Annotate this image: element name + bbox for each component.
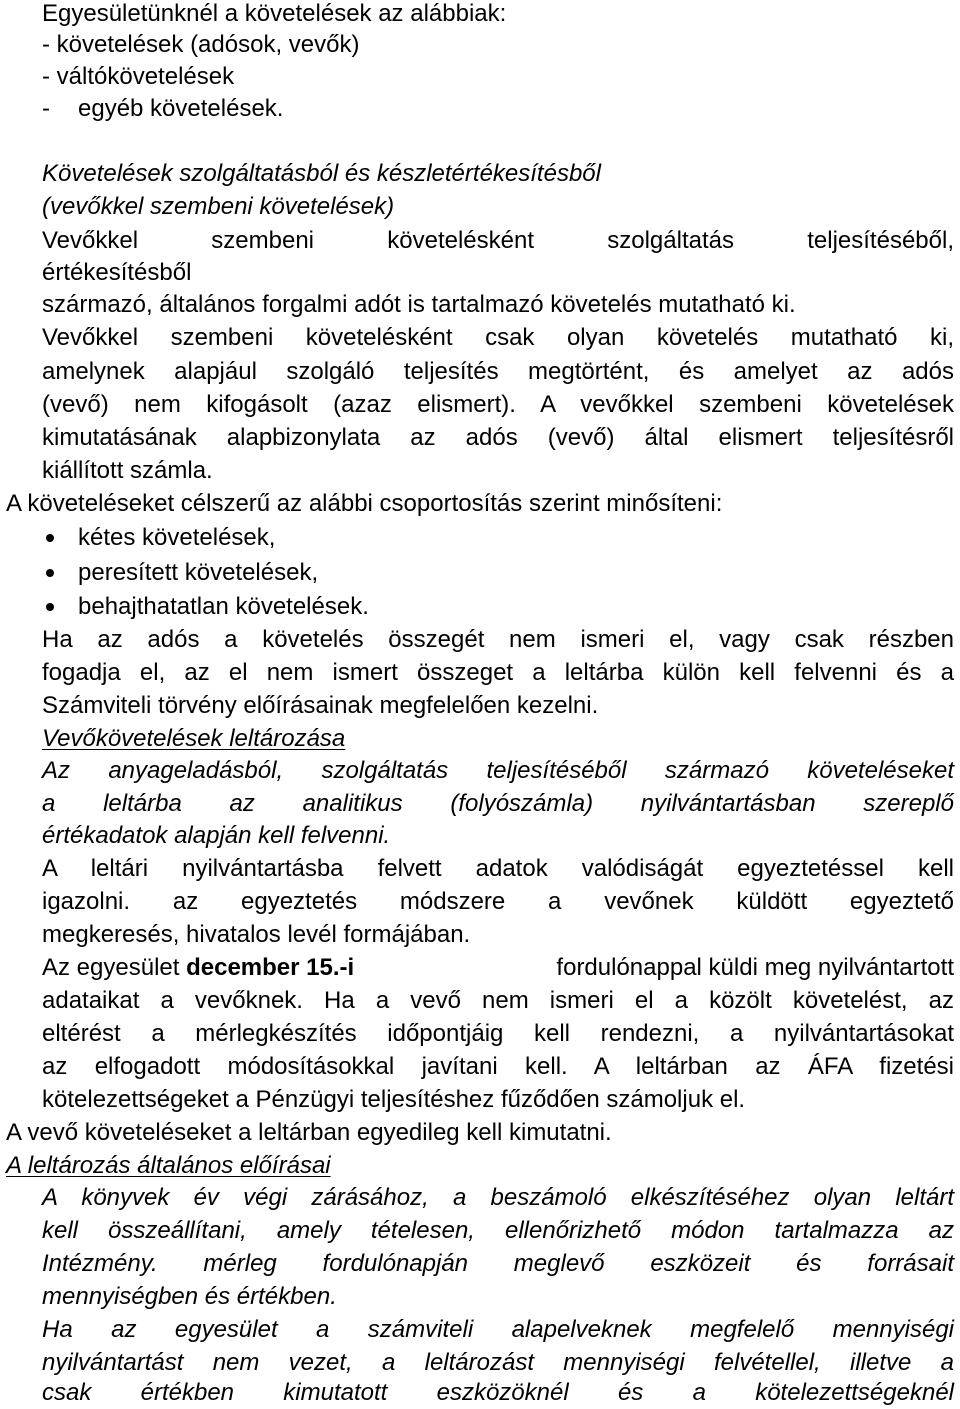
text-run: fordulónappal küldi meg nyilvántartott <box>556 954 954 981</box>
paragraph-line: csak értékben kimutatott eszközöknél és a kötelezettségeknél <box>42 1379 954 1406</box>
grouping-lead: A követeléseket célszerű az alábbi csoportosítás szerint minősíteni: <box>6 490 723 517</box>
paragraph-line: Ha az egyesület a számviteli alapelveknek megfelelő mennyiségi <box>42 1316 954 1343</box>
paragraph-line: amelynek alapjául szolgáló teljesítés megtörtént, és amelyet az adós <box>42 358 954 385</box>
bullet-icon <box>46 603 54 611</box>
section-heading: Követelések szolgáltatásból és készletértékesítésből <box>42 160 601 187</box>
text-run <box>42 952 354 984</box>
paragraph-line: A könyvek év végi zárásához, a beszámoló elkészítéséhez olyan leltárt <box>42 1184 954 1211</box>
bullet-icon <box>46 569 54 577</box>
intro-line: - követelések (adósok, vevők) <box>42 31 360 58</box>
paragraph-line: a leltárba az analitikus (folyószámla) nyilvántartásban szereplő <box>42 790 954 817</box>
paragraph-line <box>42 952 954 984</box>
paragraph-line: megkeresés, hivatalos levél formájában. <box>42 921 471 948</box>
paragraph-line: Az anyageladásból, szolgáltatás teljesítéséből származó követeléseket <box>42 757 954 784</box>
section-heading: A leltározás általános előírásai <box>6 1152 331 1179</box>
paragraph-line: fogadja el, az el nem ismert összeget a leltárba külön kell felvenni és a <box>42 659 954 686</box>
section-subheading: (vevőkkel szembeni követelések) <box>42 193 395 220</box>
paragraph-line: kell összeállítani, amely tételesen, ellenőrizhető módon tartalmazza az <box>42 1217 954 1244</box>
paragraph-line: kiállított számla. <box>42 457 213 484</box>
paragraph-line: Számviteli törvény előírásainak megfelelően kezelni. <box>42 692 599 719</box>
paragraph-line: igazolni. az egyeztetés módszere a vevőnek küldött egyeztető <box>42 888 954 915</box>
paragraph-line: értékadatok alapján kell felvenni. <box>42 822 391 849</box>
paragraph-line: nyilvántartást nem vezet, a leltározást mennyiségi felvétellel, illetve a <box>42 1349 954 1376</box>
paragraph-line: (vevő) nem kifogásolt (azaz elismert). A vevőkkel szembeni követelések <box>42 391 954 418</box>
date-emphasis: december 15.-i <box>186 954 355 981</box>
paragraph-line: A leltári nyilvántartásba felvett adatok valódiságát egyeztetéssel kell <box>42 855 954 882</box>
intro-line: egyéb követelések. <box>78 95 284 122</box>
paragraph-line: származó, általános forgalmi adót is tartalmazó követelés mutatható ki. <box>42 291 796 318</box>
section-heading: Vevőkövetelések leltározása <box>42 725 346 752</box>
intro-line: - váltókövetelések <box>42 63 235 90</box>
paragraph-line: az elfogadott módosításokkal javítani kell. A leltárban az ÁFA fizetési <box>42 1053 954 1080</box>
paragraph-line: Intézmény. mérleg fordulónapján meglevő eszközeit és forrásait <box>42 1250 954 1277</box>
list-item: kétes követelések, <box>78 524 276 551</box>
paragraph-line: Ha az adós a követelés összegét nem ismeri el, vagy csak részben <box>42 626 954 653</box>
paragraph-line: Vevőkkel szembeni követelésként csak olyan követelés mutatható ki, <box>42 324 954 351</box>
list-item: behajthatatlan követelések. <box>78 593 369 620</box>
text-run: Az egyesület <box>42 954 187 981</box>
paragraph-line: kimutatásának alapbizonylata az adós (vevő) által elismert teljesítésről <box>42 424 954 451</box>
paragraph-line: adataikat a vevőknek. Ha a vevő nem ismeri el a közölt követelést, az <box>42 987 954 1014</box>
paragraph-line: A vevő követeléseket a leltárban egyedileg kell kimutatni. <box>6 1119 612 1146</box>
paragraph-line: Vevőkkel szembeni követelésként szolgáltatás teljesítéséből, <box>42 227 954 254</box>
paragraph-line: értékesítésből <box>42 259 192 286</box>
paragraph-line: eltérést a mérlegkészítés időpontjáig kell rendezni, a nyilvántartásokat <box>42 1020 954 1047</box>
paragraph-line: mennyiségben és értékben. <box>42 1283 337 1310</box>
intro-line: Egyesületünknél a követelések az alábbiak: <box>42 0 507 27</box>
list-item: peresített követelések, <box>78 559 319 586</box>
intro-dash: - <box>42 95 50 122</box>
paragraph-line: kötelezettségeket a Pénzügyi teljesítéshez fűződően számoljuk el. <box>42 1086 746 1113</box>
bullet-icon <box>46 534 54 542</box>
